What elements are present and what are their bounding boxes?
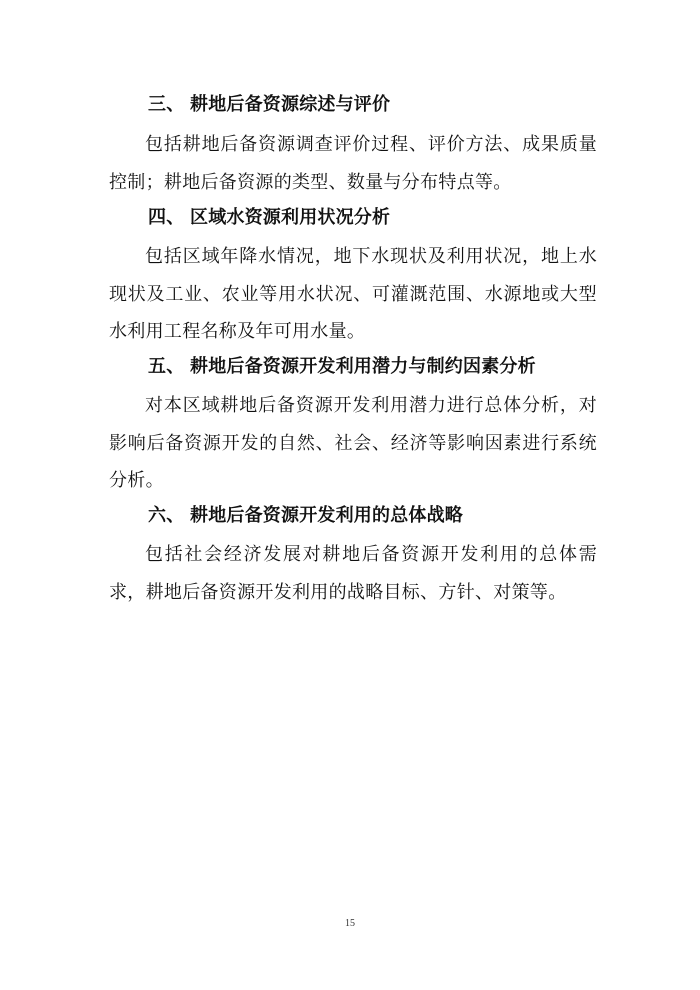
section-heading-3 — [148, 93, 390, 117]
page-number: 15 — [345, 918, 355, 929]
paragraph-line: 影响后备资源开发的自然、社会、经济等影响因素进行系统 — [109, 433, 597, 454]
paragraph-line: 水利用工程名称及年可用水量。 — [109, 321, 366, 342]
section-title: 耕地后备资源开发利用潜力与制约因素分析 — [190, 356, 536, 377]
section-heading-4 — [148, 206, 390, 230]
paragraph-line: 包括社会经济发展对耕地后备资源开发利用的总体需 — [145, 544, 597, 565]
paragraph-line: 现状及工业、农业等用水状况、可灌溉范围、水源地或大型 — [109, 284, 597, 305]
section-heading-6 — [148, 504, 463, 528]
section-number: 六、 — [148, 505, 185, 526]
paragraph-line: 对本区域耕地后备资源开发利用潜力进行总体分析，对 — [145, 395, 597, 416]
section-title: 区域水资源利用状况分析 — [190, 207, 391, 228]
paragraph-line: 控制；耕地后备资源的类型、数量与分布特点等。 — [109, 172, 512, 193]
section-number: 五、 — [148, 356, 185, 377]
paragraph-line: 包括耕地后备资源调查评价过程、评价方法、成果质量 — [145, 134, 597, 155]
section-heading-5 — [148, 355, 536, 379]
section-number: 四、 — [148, 207, 185, 228]
paragraph-line: 包括区域年降水情况，地下水现状及利用状况，地上水 — [145, 246, 597, 267]
section-number: 三、 — [148, 94, 185, 115]
paragraph-line: 求，耕地后备资源开发利用的战略目标、方针、对策等。 — [109, 582, 567, 603]
section-title: 耕地后备资源开发利用的总体战略 — [190, 505, 463, 526]
paragraph-line: 分析。 — [109, 470, 164, 491]
section-title: 耕地后备资源综述与评价 — [190, 94, 391, 115]
